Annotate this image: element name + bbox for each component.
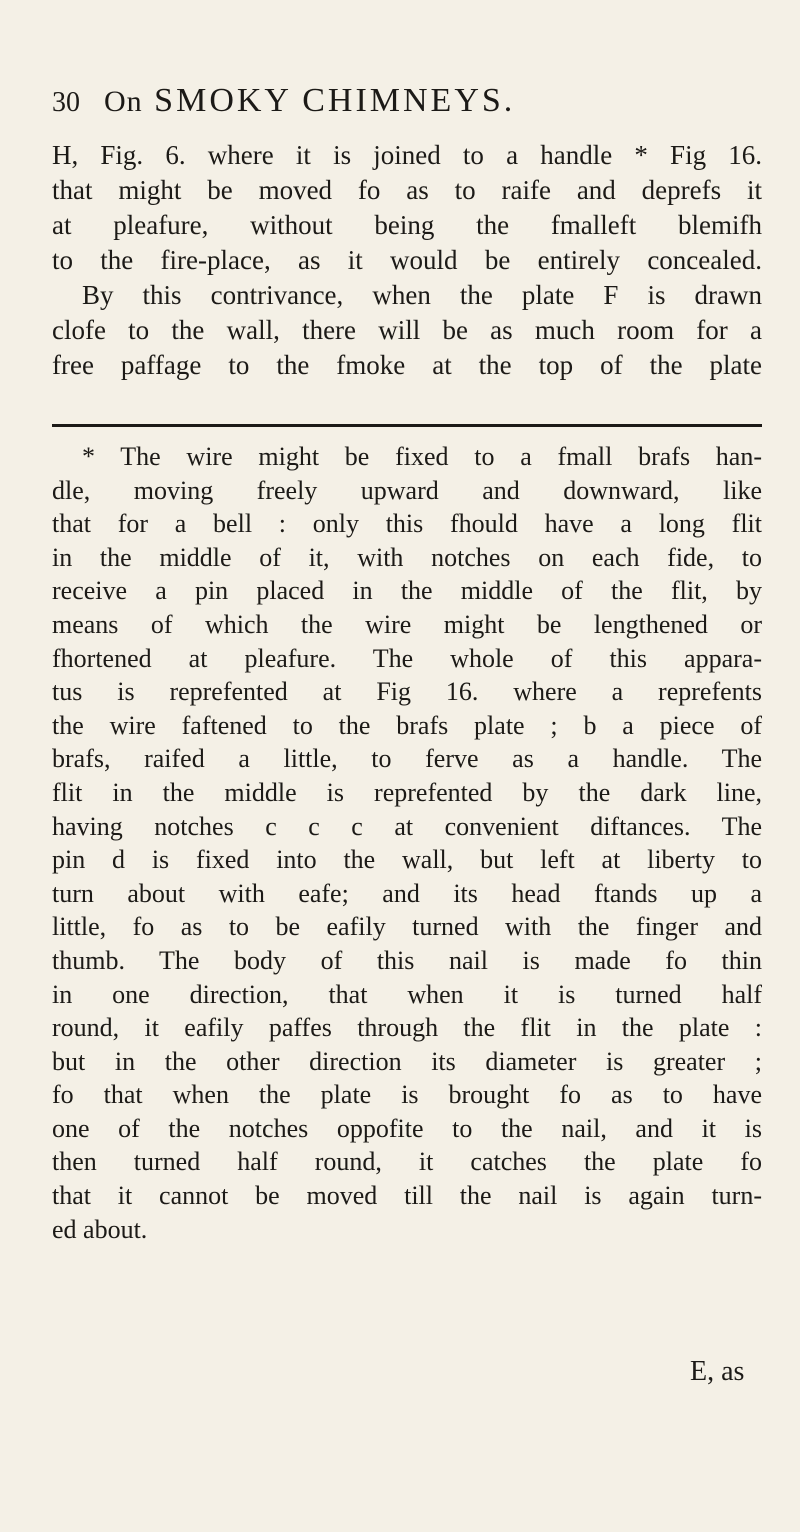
text-line: to the fire-place, as it would be entirely concealed.: [52, 245, 762, 275]
footnote-line: that for a bell : only this fhould have a long flit: [52, 509, 762, 539]
text-line: at pleafure, without being the fmalleft blemifh: [52, 210, 762, 240]
footnote-line: but in the other direction its diameter is greater ;: [52, 1046, 762, 1076]
footnote-line: one of the notches oppofite to the nail, and it is: [52, 1113, 762, 1143]
footnote-line: round, it eafily paffes through the flit in the plate :: [52, 1013, 762, 1043]
footnote-line: flit in the middle is reprefented by the dark line,: [52, 777, 762, 807]
text-line: that might be moved fo as to raife and deprefs it: [52, 175, 762, 205]
page-number: 30: [52, 87, 80, 118]
footnote-line: receive a pin placed in the middle of the flit, by: [52, 576, 762, 606]
text-line: clofe to the wall, there will be as much room for a: [52, 315, 762, 345]
footnote-line: that it cannot be moved till the nail is again turn-: [52, 1181, 762, 1211]
text-line: free paffage to the fmoke at the top of the plate: [52, 350, 762, 380]
footnote-line: turn about with eafe; and its head ftands up a: [52, 878, 762, 908]
running-title-prefix: On: [104, 85, 143, 118]
footnote-line: brafs, raifed a little, to ferve as a handle. The: [52, 744, 762, 774]
footnote-rule: [52, 424, 762, 427]
catchword: E, as: [690, 1356, 745, 1387]
running-title-main: SMOKY CHIMNEYS.: [154, 82, 516, 119]
footnote-line: means of which the wire might be lengthened or: [52, 609, 762, 639]
footnote-line: dle, moving freely upward and downward, like: [52, 475, 762, 505]
footnote-line: thumb. The body of this nail is made fo thin: [52, 945, 762, 975]
text-line: By this contrivance, when the plate F is drawn: [82, 280, 762, 310]
footnote-line: * The wire might be fixed to a fmall brafs han-: [82, 442, 762, 471]
footnote-line: the wire faftened to the brafs plate ; b a piece of: [52, 710, 762, 740]
footnote-line: having notches c c c at convenient diftances. The: [52, 811, 762, 841]
footnote-line: little, fo as to be eafily turned with the finger and: [52, 912, 762, 942]
footnote: [52, 440, 762, 1246]
footnote-line: pin d is fixed into the wall, but left at liberty to: [52, 845, 762, 875]
footnote-line: ed about.: [52, 1214, 148, 1244]
footnote-line: tus is reprefented at Fig 16. where a reprefents: [52, 677, 762, 707]
footnote-line: fo that when the plate is brought fo as to have: [52, 1080, 762, 1110]
running-title: [104, 82, 515, 120]
footnote-line: then turned half round, it catches the plate fo: [52, 1147, 762, 1177]
footnote-line: in the middle of it, with notches on each fide, to: [52, 542, 762, 572]
footnote-line: fhortened at pleafure. The whole of this appara-: [52, 643, 762, 673]
footnote-line: in one direction, that when it is turned half: [52, 979, 762, 1009]
text-line: H, Fig. 6. where it is joined to a handle * Fig 16.: [52, 140, 762, 170]
main-text: [52, 138, 762, 383]
running-head: [52, 82, 742, 132]
